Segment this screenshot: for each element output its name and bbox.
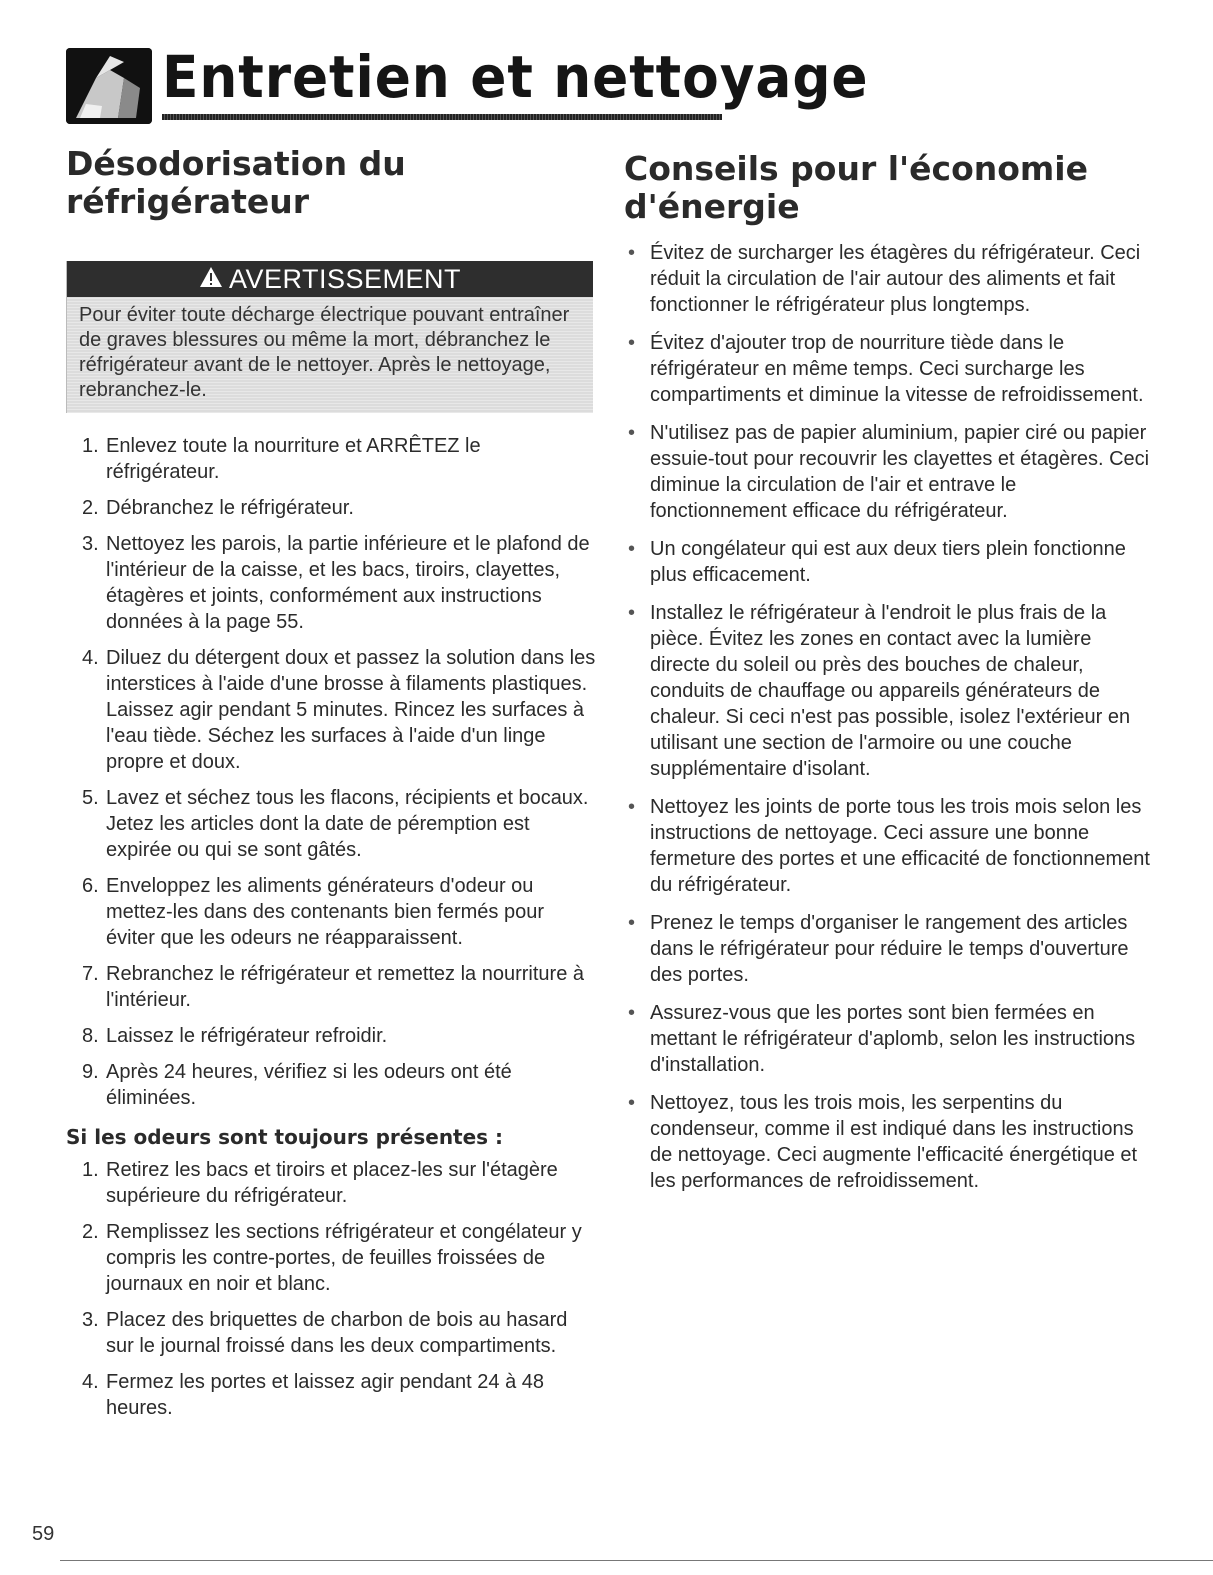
right-column xyxy=(624,150,1154,1206)
list-item: • Installez le réfrigérateur à l'endroit le plus frais de la pièce. Évitez les zones en contact avec la lumière directe du soleil ou près des bouches de chaleur, conduits de chauffage ou appareils générateurs de chaleur. Si ceci n'est pas possible, isolez l'extérieur en utilisant une section de l'armoire ou une couche supplémentaire d'isolant. xyxy=(628,602,1131,780)
warning-triangle-icon xyxy=(199,264,223,295)
list-item: 1. Enlevez toute la nourriture et ARRÊTEZ le réfrigérateur. xyxy=(82,435,481,483)
page-title: Entretien et nettoyage xyxy=(162,43,869,111)
list-item: • Prenez le temps d'organiser le rangement des articles dans le réfrigérateur pour réduire le temps d'ouverture des portes. xyxy=(628,912,1129,986)
list-item: 8. Laissez le réfrigérateur refroidir. xyxy=(82,1025,388,1047)
list-item: 3. Nettoyez les parois, la partie inférieure et le plafond de l'intérieur de la caisse, et les bacs, tiroirs, clayettes, étagères et joints, conformément aux instructions données à la page 55. xyxy=(82,533,590,633)
section-title-deodorize: Désodorisation du réfrigérateur xyxy=(66,144,406,221)
list-item: • Un congélateur qui est aux deux tiers plein fonctionne plus efficacement. xyxy=(628,538,1126,586)
title-underline xyxy=(162,114,722,120)
list-item: 5. Lavez et séchez tous les flacons, récipients et bocaux. Jetez les articles dont la date de péremption est expirée ou qui se sont gâtés. xyxy=(82,787,589,861)
list-item: • Évitez de surcharger les étagères du réfrigérateur. Ceci réduit la circulation de l'air autour des aliments et fait fonctionner le réfrigérateur plus longtemps. xyxy=(628,242,1141,316)
odor-steps xyxy=(66,1157,596,1421)
page-number: 59 xyxy=(32,1523,55,1545)
list-item: • Assurez-vous que les portes sont bien fermées en mettant le réfrigérateur d'aplomb, selon les instructions d'installation. xyxy=(628,1002,1136,1076)
list-item: • Nettoyez les joints de porte tous les trois mois selon les instructions de nettoyage. Ceci assure une bonne fermeture des portes et une efficacité de fonctionnement du réfrigérateur. xyxy=(628,796,1150,896)
list-item: 1. Retirez les bacs et tiroirs et placez-les sur l'étagère supérieure du réfrigérateur. xyxy=(82,1159,558,1207)
list-item: 9. Après 24 heures, vérifiez si les odeurs ont été éliminées. xyxy=(82,1061,512,1109)
warning-text: Pour éviter toute décharge électrique pouvant entraîner de graves blessures ou même la mort, débranchez le réfrigérateur avant de le nettoyer. Après le nettoyage, rebranchez-le. xyxy=(79,304,570,401)
list-item: • Nettoyez, tous les trois mois, les serpentins du condenseur, comme il est indiqué dans les instructions de nettoyage. Ceci augmente l'efficacité énergétique et les performances de refroidissement. xyxy=(628,1092,1138,1192)
footer-rule xyxy=(60,1560,1213,1561)
list-item: • N'utilisez pas de papier aluminium, papier ciré ou papier essuie-tout pour recouvrir les clayettes et étagères. Ceci diminue la circulation de l'air et entrave le fonctionnement efficace du réfrigérateur. xyxy=(628,422,1150,522)
section-title-energy: Conseils pour l'économie d'énergie xyxy=(624,149,1088,226)
energy-tips xyxy=(624,240,1154,1194)
warning-heading: AVERTISSEMENT xyxy=(228,263,462,294)
warning-box xyxy=(66,261,593,413)
list-item: 3. Placez des briquettes de charbon de bois au hasard sur le journal froissé dans les deux compartiments. xyxy=(82,1309,568,1357)
list-item: 4. Fermez les portes et laissez agir pendant 24 à 48 heures. xyxy=(82,1371,545,1419)
list-item: 4. Diluez du détergent doux et passez la solution dans les interstices à l'aide d'une brosse à filaments plastiques. Laissez agir pendant 5 minutes. Rincez les surfaces à l'eau tiède. Séchez les surfaces à l'aide d'un linge propre et doux. xyxy=(82,647,596,773)
cleaning-spray-icon xyxy=(66,48,152,124)
odor-subheading: Si les odeurs sont toujours présentes : xyxy=(66,1125,504,1149)
deodorize-steps xyxy=(66,433,596,1111)
list-item: 2. Débranchez le réfrigérateur. xyxy=(82,497,354,519)
left-column xyxy=(66,145,596,1431)
page-header xyxy=(66,42,869,124)
list-item: 2. Remplissez les sections réfrigérateur et congélateur y compris les contre-portes, de feuilles froissées de journaux en noir et blanc. xyxy=(82,1221,582,1295)
list-item: 7. Rebranchez le réfrigérateur et remettez la nourriture à l'intérieur. xyxy=(82,963,585,1011)
warning-header xyxy=(67,261,593,297)
list-item: 6. Enveloppez les aliments générateurs d'odeur ou mettez-les dans des contenants bien fermés pour éviter que les odeurs ne réapparaissent. xyxy=(82,875,545,949)
list-item: • Évitez d'ajouter trop de nourriture tiède dans le réfrigérateur en même temps. Ceci surcharge les compartiments et diminue la vitesse de refroidissement. xyxy=(628,332,1144,406)
